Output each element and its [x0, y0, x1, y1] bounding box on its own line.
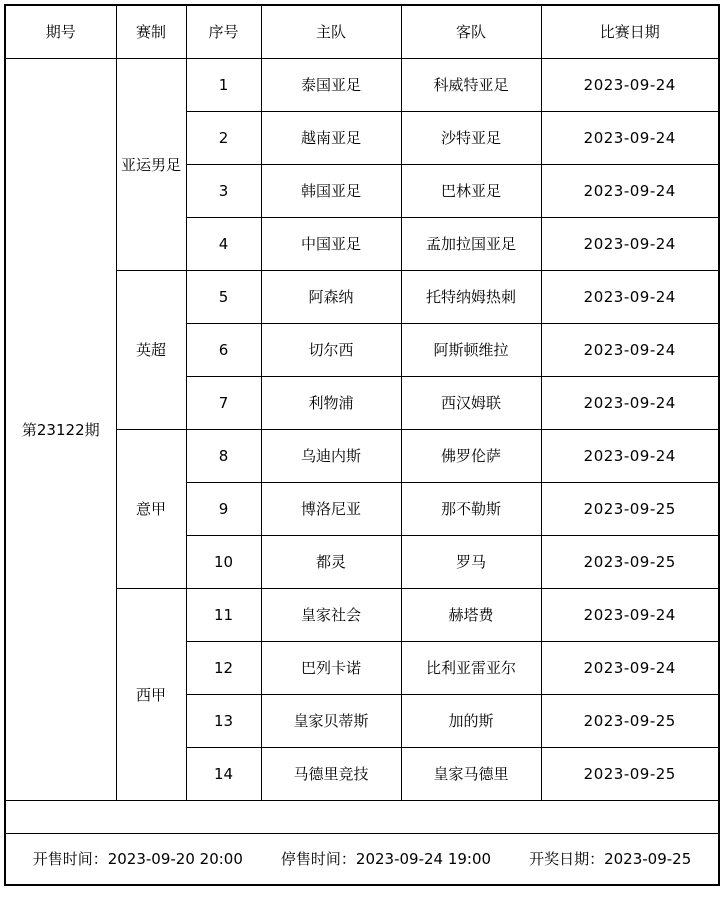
home-team-cell: 巴列卡诺: [261, 641, 401, 694]
match-no-cell: 4: [186, 217, 261, 270]
home-team-cell: 皇家社会: [261, 588, 401, 641]
sale-stop-label: 停售时间：: [280, 850, 356, 869]
match-date-cell: 2023-09-24: [541, 58, 719, 111]
match-date-cell: 2023-09-25: [541, 694, 719, 747]
header-away-team: 客队: [401, 5, 541, 58]
header-league: 赛制: [116, 5, 186, 58]
away-team-cell: 巴林亚足: [401, 164, 541, 217]
sale-start-time: [33, 848, 243, 869]
away-team-cell: 西汉姆联: [401, 376, 541, 429]
match-date-cell: 2023-09-25: [541, 535, 719, 588]
match-date-cell: 2023-09-24: [541, 111, 719, 164]
away-team-cell: 沙特亚足: [401, 111, 541, 164]
away-team-cell: 那不勒斯: [401, 482, 541, 535]
match-no-cell: 5: [186, 270, 261, 323]
match-date-cell: 2023-09-24: [541, 323, 719, 376]
match-no-cell: 1: [186, 58, 261, 111]
away-team-cell: 比利亚雷亚尔: [401, 641, 541, 694]
away-team-cell: 佛罗伦萨: [401, 429, 541, 482]
sale-stop-value: 2023-09-24 19:00: [355, 850, 492, 869]
sale-start-value: 2023-09-20 20:00: [107, 850, 243, 869]
home-team-cell: 马德里竞技: [261, 747, 401, 800]
away-team-cell: 科威特亚足: [401, 58, 541, 111]
table-header-row: [5, 5, 719, 58]
match-no-cell: 12: [186, 641, 261, 694]
match-no-cell: 14: [186, 747, 261, 800]
header-home-team: 主队: [261, 5, 401, 58]
league-cell: 亚运男足: [116, 58, 186, 270]
match-date-cell: 2023-09-25: [541, 747, 719, 800]
away-team-cell: 加的斯: [401, 694, 541, 747]
match-no-cell: 9: [186, 482, 261, 535]
away-team-cell: 孟加拉国亚足: [401, 217, 541, 270]
home-team-cell: 中国亚足: [261, 217, 401, 270]
home-team-cell: 博洛尼亚: [261, 482, 401, 535]
home-team-cell: 皇家贝蒂斯: [261, 694, 401, 747]
match-schedule-table: [4, 4, 720, 886]
match-no-cell: 6: [186, 323, 261, 376]
home-team-cell: 都灵: [261, 535, 401, 588]
spacer-row: [5, 800, 719, 833]
table-row: [5, 58, 719, 111]
match-no-cell: 3: [186, 164, 261, 217]
away-team-cell: 托特纳姆热刺: [401, 270, 541, 323]
header-period: 期号: [5, 5, 116, 58]
sale-start-label: 开售时间：: [32, 850, 108, 869]
period-cell: 第23122期: [5, 58, 116, 800]
match-no-cell: 7: [186, 376, 261, 429]
draw-date-value: 2023-09-25: [604, 850, 692, 869]
header-match-no: 序号: [186, 5, 261, 58]
away-team-cell: 罗马: [401, 535, 541, 588]
match-no-cell: 10: [186, 535, 261, 588]
draw-date: [529, 848, 691, 869]
match-no-cell: 13: [186, 694, 261, 747]
away-team-cell: 皇家马德里: [401, 747, 541, 800]
match-no-cell: 2: [186, 111, 261, 164]
home-team-cell: 切尔西: [261, 323, 401, 376]
footer-row: [5, 833, 719, 885]
match-date-cell: 2023-09-24: [541, 164, 719, 217]
home-team-cell: 泰国亚足: [261, 58, 401, 111]
sale-stop-time: [281, 848, 491, 869]
match-date-cell: 2023-09-24: [541, 429, 719, 482]
header-match-date: 比赛日期: [541, 5, 719, 58]
match-date-cell: 2023-09-24: [541, 376, 719, 429]
home-team-cell: 乌迪内斯: [261, 429, 401, 482]
footer-cell: [5, 833, 719, 885]
match-date-cell: 2023-09-24: [541, 270, 719, 323]
home-team-cell: 越南亚足: [261, 111, 401, 164]
league-cell: 西甲: [116, 588, 186, 800]
match-date-cell: 2023-09-24: [541, 588, 719, 641]
draw-date-label: 开奖日期：: [529, 850, 605, 869]
league-cell: 意甲: [116, 429, 186, 588]
away-team-cell: 阿斯顿维拉: [401, 323, 541, 376]
spacer-cell: [5, 800, 719, 833]
footer-line: [6, 848, 718, 869]
match-no-cell: 11: [186, 588, 261, 641]
match-no-cell: 8: [186, 429, 261, 482]
match-date-cell: 2023-09-24: [541, 641, 719, 694]
home-team-cell: 韩国亚足: [261, 164, 401, 217]
match-date-cell: 2023-09-24: [541, 217, 719, 270]
home-team-cell: 阿森纳: [261, 270, 401, 323]
league-cell: 英超: [116, 270, 186, 429]
home-team-cell: 利物浦: [261, 376, 401, 429]
match-date-cell: 2023-09-25: [541, 482, 719, 535]
away-team-cell: 赫塔费: [401, 588, 541, 641]
